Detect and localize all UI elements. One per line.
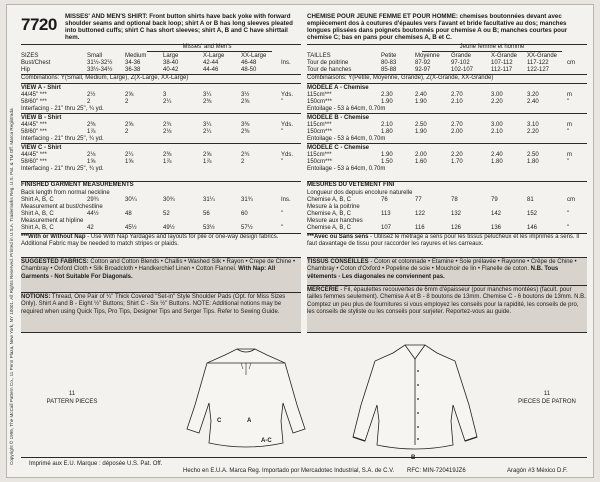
right-finished-row-label: Chemise A, B, C [307, 197, 352, 203]
right-finished-row-label: Chemise A, B, C [307, 225, 352, 231]
right-finished-row-label: Chemise A, B, C [307, 211, 352, 217]
right-heading: CHEMISE POUR JEUNE FEMME ET POUR HOMME: chemises boutonnées devant avec empiècement dos à coutures d'épaules vers l'avant et bride facultative au dos; manches longues plissées dans poignets boutonnés pour chemise A ou B; manches courtes pour chemise C; bas en pans pour chemises A, B et C. [307, 13, 568, 41]
right-view-value: 2.00 [415, 152, 427, 158]
right-view-title: MODELE C - Chemise [307, 145, 370, 151]
left-finished-row-label: Measurement at hipline [21, 218, 84, 224]
left-combinations: Combinations: Y(Small, Medium, Large), Z(X-Large, XX-Large) [21, 75, 189, 81]
right-finished-row-label: Longueur dos depuis encolure naturelle [307, 190, 413, 196]
label-c: C [217, 418, 222, 424]
right-finished-value: 126 [451, 225, 462, 231]
left-bust-value: 31½-32½ [87, 60, 113, 66]
right-view-value: 1.80 [491, 159, 503, 165]
left-view-value: 2⅜ [163, 152, 172, 158]
left-view-value: 2 [241, 159, 245, 165]
left-view-row-label: 44/45" *** [21, 122, 47, 128]
right-bust-value: 87-92 [415, 60, 431, 66]
right-hip-value: 112-117 [491, 67, 513, 73]
right-nap-note: ***Avec ou Sans sens - Utilisez le métrage à sens pour les tissus pelucheux et les imprimés à sens. Il faut davantage de tissu pour raccorder les rayures et les carreaux. [307, 234, 580, 248]
right-view-row-label: 150cm*** [307, 159, 333, 165]
left-view-value: 2⅝ [203, 152, 212, 158]
right-finished-unit: " [567, 211, 570, 217]
right-view-row-label: 115cm*** [307, 152, 332, 158]
left-view-value: 2⅛ [163, 129, 172, 135]
left-bust-value: 42-44 [203, 60, 219, 66]
right-view-row-label: 115cm*** [307, 92, 332, 98]
label-b: B [411, 455, 416, 461]
right-bust-value: 107-112 [491, 60, 513, 66]
left-view-value: 3⅜ [241, 122, 250, 128]
left-view-interfacing: Interfacing - 21" thru 25", ¾ yd. [21, 166, 104, 172]
left-finished-unit: " [281, 211, 284, 217]
right-view-value: 2.20 [491, 99, 503, 105]
left-view-interfacing: Interfacing - 21" thru 25", ¾ yd. [21, 136, 104, 142]
right-finished-row-label: Mesure à la poitrine [307, 204, 360, 210]
right-bust-value: 117-122 [527, 60, 549, 66]
left-size-name: Small [87, 53, 103, 59]
right-view-unit: m [567, 152, 572, 158]
left-hip-value: 33½-34½ [87, 67, 113, 73]
shirt-front-drawing-b [349, 341, 481, 453]
right-view-value: 2.50 [415, 122, 427, 128]
right-view-value: 3.20 [527, 92, 539, 98]
left-view-value: 2¾ [163, 122, 172, 128]
right-notions: MERCERIE - Fil, épaulettes recouvertes de 6mm d'épaisseur (pour manches montées) (facult. pour tailles femmes seulement). Chemise A et B - 8 boutons de 13mm. Chemise C - 6 boutons de 13mm. N.B. Comptez un peu plus de fournitures si vous employez les conseils pour la rapidité, les conseils de pro, les conseils de styliste ou les conseils pour surjeter. Reportez-vous au guide. [307, 287, 586, 315]
left-finished-value: 31¼ [203, 197, 215, 203]
right-bust-label: Tour de poitrine [307, 60, 349, 66]
left-view-value: 2 [87, 99, 91, 105]
left-view-title: VIEW A - Shirt [21, 85, 61, 91]
right-finished-value: 142 [491, 211, 502, 217]
left-finished-value: 45½ [125, 225, 137, 231]
right-finished-value: 122 [415, 211, 426, 217]
right-sizes-label: TAILLES [307, 53, 331, 59]
shirt-back-drawing-a-c [185, 343, 307, 453]
left-view-unit: Yds. [281, 152, 294, 158]
right-view-row-label: 115cm*** [307, 122, 332, 128]
left-bust-value: 34-36 [125, 60, 141, 66]
left-hip-value: 48-50 [241, 67, 257, 73]
right-view-interfacing: Entoilage - 53 à 64cm, 0.70m [307, 166, 386, 172]
left-view-row-label: 58/60" *** [21, 99, 47, 105]
left-nap-note: ***With or Without Nap - Use With Nap Yardages and layouts for pile or one-way design fabrics. Additional Fabric may be needed to match stripes or plaids. [21, 234, 279, 248]
right-finished-value: 81 [527, 197, 534, 203]
right-finished-value: 77 [415, 197, 422, 203]
left-view-row-label: 44/45" *** [21, 152, 47, 158]
left-finished-row-label: Shirt A, B, C [21, 211, 54, 217]
right-view-value: 2.10 [491, 129, 503, 135]
right-view-value: 2.70 [451, 92, 463, 98]
right-finished-value: 116 [415, 225, 425, 231]
left-view-value: 1⅞ [163, 159, 172, 165]
right-hip-value: 85-88 [381, 67, 397, 73]
right-measure-unit: cm [567, 60, 575, 66]
right-view-value: 2.10 [451, 99, 463, 105]
right-view-value: 1.70 [451, 159, 463, 165]
footer-mid: Hecho en E.U.A. Marca Reg. Importado por Mercadotec Industrial, S.A. de C.V. [183, 468, 395, 474]
right-view-value: 2.00 [451, 129, 463, 135]
right-view-unit: " [567, 99, 570, 105]
left-view-title: VIEW C - Shirt [21, 145, 62, 151]
right-view-value: 2.10 [381, 122, 393, 128]
left-size-name: X-Large [203, 53, 225, 59]
right-finished-title: MESURES DU VETEMENT FINI [307, 182, 395, 188]
right-size-name: X-Grande [491, 53, 518, 59]
left-pieces-count: 11 [68, 391, 76, 397]
left-finished-value: 29¾ [87, 197, 99, 203]
right-view-value: 2.20 [451, 152, 463, 158]
right-view-value: 2.40 [415, 92, 427, 98]
right-size-name: XX-Grande [527, 53, 558, 59]
right-size-name: Grande [451, 53, 472, 59]
right-pieces-count: 11 [543, 391, 551, 397]
right-finished-value: 146 [527, 225, 538, 231]
right-view-title: MODELE B - Chemise [307, 115, 370, 121]
left-finished-value: 42 [87, 225, 94, 231]
left-finished-value: 30¼ [125, 197, 137, 203]
left-view-title: VIEW B - Shirt [21, 115, 62, 121]
right-view-unit: m [567, 122, 572, 128]
left-hip-value: 44-46 [203, 67, 219, 73]
right-view-value: 1.80 [381, 129, 393, 135]
left-view-value: 3¼ [203, 122, 212, 128]
right-bust-value: 80-83 [381, 60, 397, 66]
left-finished-value: 52 [163, 211, 170, 217]
left-view-value: 2⅜ [241, 129, 250, 135]
left-view-unit: Yds. [281, 122, 294, 128]
right-finished-value: 132 [451, 211, 462, 217]
right-hip-value: 122-127 [527, 67, 550, 73]
right-finished-unit: cm [567, 197, 575, 203]
left-view-value: 1⅝ [87, 159, 96, 165]
left-view-unit: Yds. [281, 92, 294, 98]
right-view-row-label: 150cm*** [307, 99, 333, 105]
left-finished-unit: Ins. [281, 197, 291, 203]
left-view-value: 3 [163, 92, 167, 98]
right-view-value: 1.90 [381, 152, 393, 158]
left-finished-value: 60 [241, 211, 248, 217]
right-size-name: Petite [381, 53, 397, 59]
footer-left: Imprimé aux E.U. Marque : déposée U.S. Pat. Off. [29, 461, 163, 467]
right-view-value: 3.00 [491, 122, 503, 128]
left-view-value: 2¼ [125, 152, 134, 158]
right-hip-value: 102-107 [451, 67, 474, 73]
left-view-interfacing: Interfacing - 21" thru 25", ¾ yd. [21, 106, 104, 112]
right-view-value: 1.90 [415, 129, 427, 135]
right-view-unit: " [567, 159, 570, 165]
left-view-value: 2⅛ [87, 152, 96, 158]
left-view-value: 2¾ [241, 152, 250, 158]
left-view-row-label: 58/60" *** [21, 129, 47, 135]
right-view-unit: m [567, 92, 572, 98]
right-view-value: 1.50 [381, 159, 393, 165]
left-pieces-label: PATTERN PIECES [46, 399, 98, 405]
right-view-unit: " [567, 129, 570, 135]
right-finished-value: 79 [491, 197, 498, 203]
left-sizes-label: SIZES [21, 53, 39, 59]
left-view-value: 2⅜ [203, 99, 212, 105]
pattern-number: 7720 [21, 15, 57, 34]
left-finished-value: 57½ [241, 225, 253, 231]
right-view-title: MODELE A - Chemise [307, 85, 369, 91]
left-view-unit: " [281, 159, 284, 165]
right-pieces-label-line: PIECES DE PATRON [518, 399, 576, 405]
right-view-value: 2.70 [451, 122, 463, 128]
left-view-unit: " [281, 129, 284, 135]
left-finished-row-label: Back length from normal neckline [21, 190, 110, 196]
right-view-value: 1.60 [415, 159, 427, 165]
left-size-group-title: Misses' and Men's [182, 44, 232, 50]
left-finished-value: 44½ [87, 211, 99, 217]
right-finished-value: 107 [381, 225, 392, 231]
left-measure-unit: Ins. [281, 60, 291, 66]
left-heading: MISSES' AND MEN'S SHIRT: Front button shirts have back yoke with forward shoulder seams and optional back loop; shirt A or B has long sleeves pleated into buttoned cuffs; shirt C has short sleeves; shirt A, B and C have shirttail hem. [65, 13, 293, 41]
left-finished-value: 30¾ [163, 197, 175, 203]
left-view-value: 3¼ [203, 92, 212, 98]
right-view-value: 1.80 [527, 159, 539, 165]
left-finished-value: 49½ [163, 225, 175, 231]
right-view-value: 3.00 [491, 92, 503, 98]
right-view-value: 1.90 [381, 99, 393, 105]
right-view-value: 2.30 [381, 92, 393, 98]
left-view-row-label: 58/60" *** [21, 159, 47, 165]
left-view-row-label: 44/45" *** [21, 92, 47, 98]
right-view-row-label: 150cm*** [307, 129, 333, 135]
left-bust-value: 46-48 [241, 60, 257, 66]
left-view-unit: " [281, 99, 284, 105]
right-view-value: 3.10 [527, 122, 539, 128]
label-a-c: A-C [261, 438, 272, 444]
left-notions: NOTIONS: Thread, One Pair of ¼" Thick Covered "Set-in" Style Shoulder Pads (Opt. for Miss Sizes Only). Shirt A and B - Eight ½" Buttons; Shirt C - Six ½" Buttons. NOTE: Additional notions may be required when using Quick Tips, Pro Tips, Designer Tips and Serger Tips. Refer to Sewing Guide. [21, 294, 286, 315]
right-size-name: Moyenne [415, 53, 440, 59]
right-view-interfacing: Entoilage - 53 à 64cm, 0.70m [307, 106, 386, 112]
right-view-value: 2.40 [527, 99, 539, 105]
left-size-name: XX-Large [241, 53, 267, 59]
right-view-value: 2.20 [527, 129, 539, 135]
left-finished-title: FINISHED GARMENT MEASUREMENTS [21, 182, 134, 188]
left-finished-value: 53½ [203, 225, 215, 231]
left-finished-row-label: Shirt A, B, C [21, 225, 54, 231]
left-finished-row-label: Measurement at bust/chestline [21, 204, 103, 210]
right-size-group-title: Jeune femme et homme [459, 44, 525, 50]
left-hip-value: 36-38 [125, 67, 141, 73]
left-bust-value: 38-40 [163, 60, 179, 66]
right-bust-value: 97-102 [451, 60, 470, 66]
left-view-value: 2¼ [163, 99, 172, 105]
right-finished-unit: " [567, 225, 570, 231]
left-view-value: 2⅜ [87, 122, 96, 128]
left-view-value: 2⅝ [241, 99, 250, 105]
left-view-value: 2⅝ [125, 122, 134, 128]
right-view-value: 2.50 [527, 152, 539, 158]
left-view-value: 2 [125, 99, 129, 105]
left-finished-row-label: Shirt A, B, C [21, 197, 54, 203]
left-view-value: 2½ [87, 92, 96, 98]
footer-right: Aragón #3 México D.F. [507, 468, 568, 474]
left-hip-value: 40-42 [163, 67, 179, 73]
right-finished-value: 136 [491, 225, 502, 231]
right-finished-row-label: Mesure aux hanches [307, 218, 363, 224]
left-view-value: 2¼ [203, 129, 212, 135]
left-size-name: Medium [125, 53, 147, 59]
right-finished-value: 113 [381, 211, 391, 217]
right-combinations: Combinaisons: Y(Petite, Moyenne, Grande), Z(X-Grande, XX-Grande) [307, 75, 494, 81]
left-size-name: Large [163, 53, 179, 59]
left-finished-value: 31¾ [241, 197, 253, 203]
left-view-value: 1⅞ [203, 159, 212, 165]
label-a: A [247, 418, 252, 424]
right-suggested-fabrics: TISSUS CONSEILLES - Coton et cotonnade • Etamine • Soie prélavée • Rayonne • Crêpe de Chine • Chambray • Coton d'Oxford • Popeline de soie • Mouchoir de lin • Flanelle de coton. N.B. Tous vêtements - Les diagonales ne conviennent pas. [307, 259, 577, 280]
left-finished-unit: " [281, 225, 284, 231]
left-hip-label: Hip [21, 67, 31, 73]
right-hip-value: 92-97 [415, 67, 431, 73]
left-view-value: 1⅞ [87, 129, 96, 135]
left-view-value: 2⅝ [125, 92, 134, 98]
left-finished-value: 56 [203, 211, 210, 217]
right-view-interfacing: Entoilage - 53 à 64cm, 0.70m [307, 136, 386, 142]
left-view-value: 3½ [241, 92, 250, 98]
pattern-envelope-back [6, 4, 594, 478]
left-view-value: 1⅝ [125, 159, 134, 165]
left-finished-value: 48 [125, 211, 132, 217]
right-finished-value: 152 [527, 211, 538, 217]
copyright-vertical-text: Copyright © 1995, The McCall Pattern Co., 11 Penn Plaza, New York, NY 10001. All Rights Reserved. Printed in U.S.A. Trademarks Reg. U.S. Pat. & TM Off. Marca Registrada [9, 108, 14, 465]
left-bust-label: Bust/Chest [21, 60, 51, 66]
right-view-value: 1.90 [415, 99, 427, 105]
left-view-value: 2 [125, 129, 129, 135]
footer-rfc: RFC: MIN-720419JZ6 [407, 468, 466, 474]
left-suggested-fabrics: SUGGESTED FABRICS: Cotton and Cotton Blends • Challis • Washed Silk • Rayon • Crepe de Chine • Chambray • Oxford Cloth • Silk Broadcloth • Handkerchief Linen • Cotton Flannel. With Nap: All Garments - Not Suitable For Diagonals. [21, 259, 296, 280]
right-finished-value: 76 [381, 197, 388, 203]
right-finished-value: 78 [451, 197, 458, 203]
right-hip-label: Tour de hanches [307, 67, 352, 73]
right-view-value: 2.40 [491, 152, 503, 158]
